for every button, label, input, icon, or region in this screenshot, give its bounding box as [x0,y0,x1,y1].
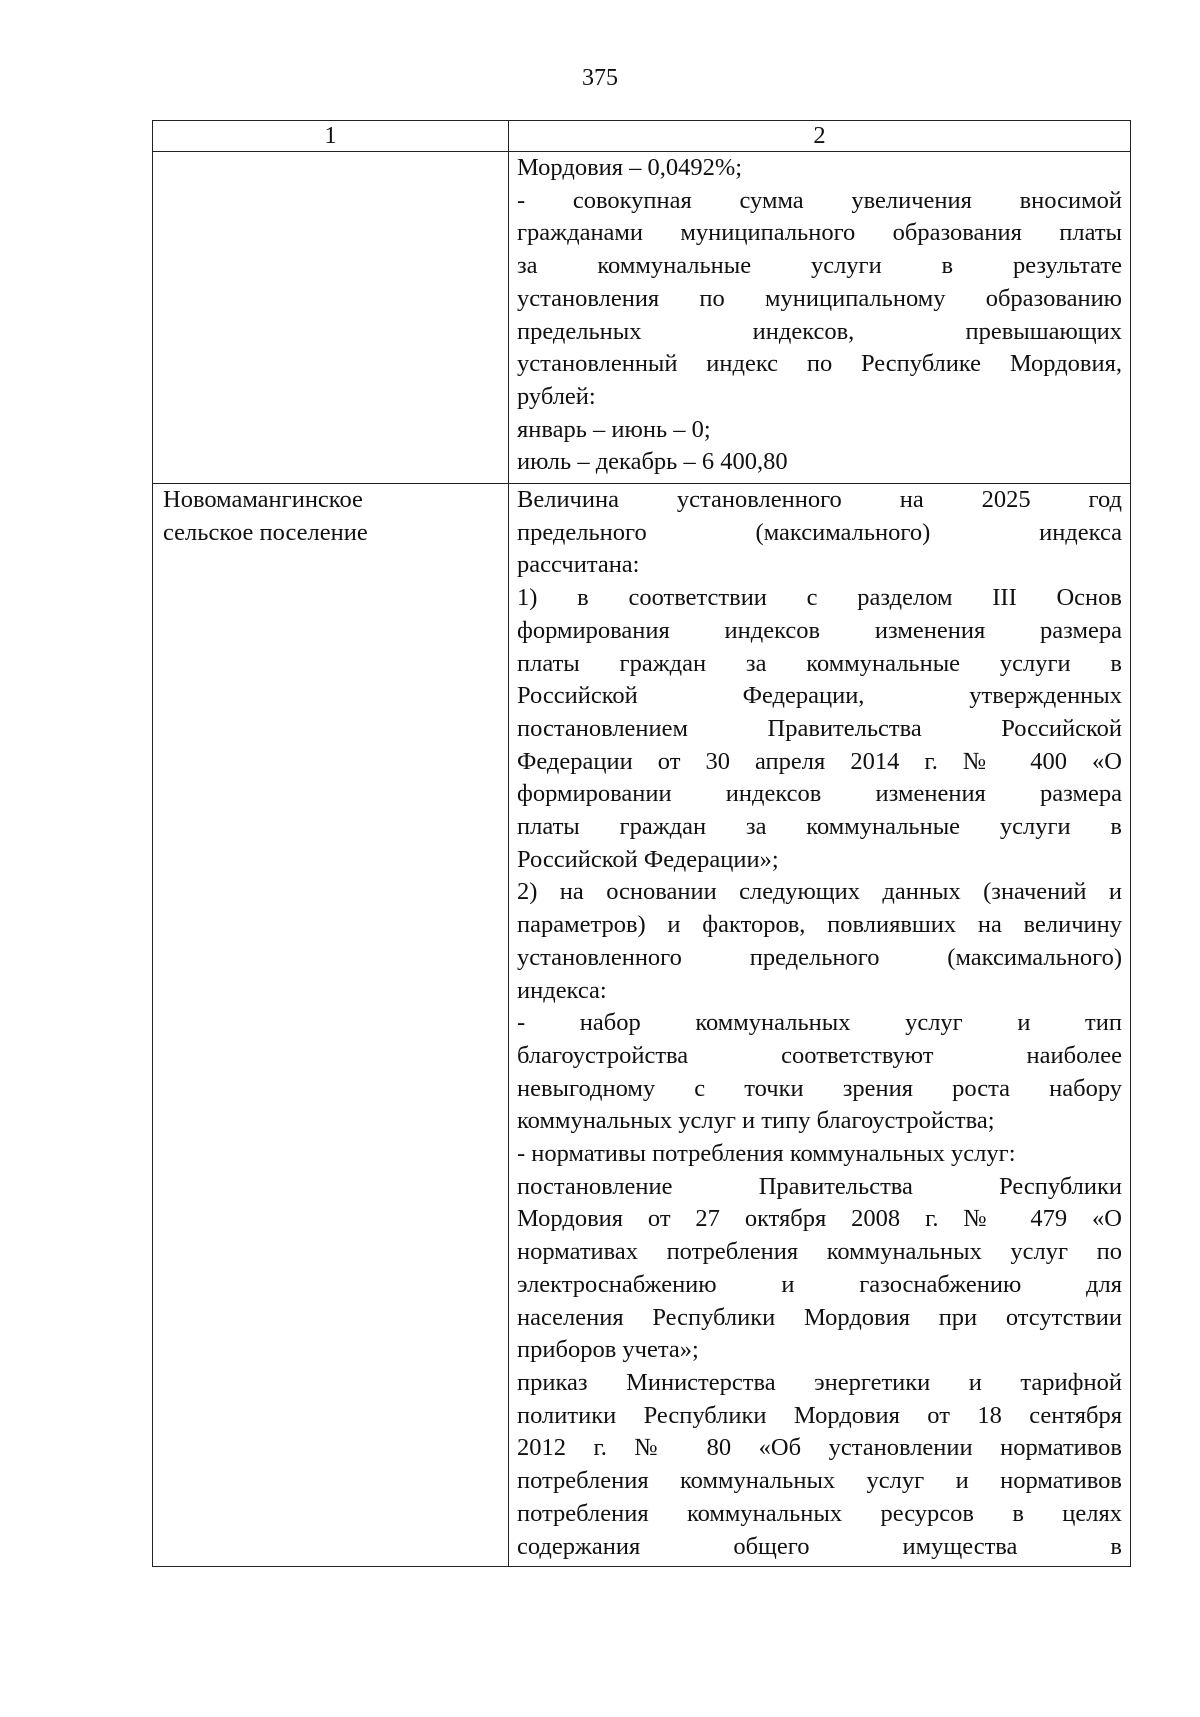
text-line: Российской Федерации, утвержденных [517,682,1122,710]
text-line: предельного (максимального) индекса [517,518,1122,546]
text-line: Федерации от 30 апреля 2014 г. № 400 «О [517,747,1122,775]
text-line: Мордовия – 0,0492%; [517,154,743,181]
table-row [153,152,1131,484]
text-line: установления по муниципальному образованию [517,284,1122,312]
table-header-row [153,121,1131,152]
table-row [153,484,1131,1567]
text-line: рассчитана: [517,551,640,579]
text-line: невыгодному с точки зрения роста набору [517,1074,1122,1102]
text-line: Величина установленного на 2025 год [517,486,1122,513]
text-line: коммунальных услуг и типу благоустройства; [517,1107,995,1135]
text-line: июль – декабрь – 6 400,80 [517,448,788,476]
text-line: установленного предельного (максимального) [517,943,1122,971]
text-line: индекса: [517,976,607,1004]
text-line: потребления коммунальных ресурсов в целях [517,1499,1122,1527]
municipality-name-line: сельское поселение [163,518,368,546]
text-line: приказ Министерства энергетики и тарифной [517,1368,1122,1396]
description-text [517,152,1122,479]
table-cell-description [509,484,1131,1567]
text-line: 1) в соответствии с разделом III Основ [517,584,1122,612]
text-line: установленный индекс по Республике Мордовия, [517,350,1122,378]
text-line: формировании индексов изменения размера [517,780,1122,808]
text-line: 2012 г. № 80 «Об установлении нормативов [517,1434,1122,1462]
table-header-cell-2: 2 [509,121,1131,152]
text-line: политики Республики Мордовия от 18 сентября [517,1401,1122,1429]
text-line: приборов учета»; [517,1336,699,1364]
text-line: постановление Правительства Республики [517,1172,1122,1200]
text-line: рублей: [517,382,596,410]
text-line: постановлением Правительства Российской [517,714,1122,742]
text-line: предельных индексов, превышающих [517,317,1122,345]
text-line: - нормативы потребления коммунальных услуг: [517,1140,1016,1168]
text-line: содержания общего имущества в [517,1532,1122,1560]
municipality-name [161,484,500,549]
table-cell-description [509,152,1131,484]
text-line: Мордовия от 27 октября 2008 г. № 479 «О [517,1205,1122,1233]
text-line: благоустройства соответствуют наиболее [517,1041,1122,1069]
table-cell-municipality [153,484,509,1567]
table-header-cell-1: 1 [153,121,509,152]
text-line: - совокупная сумма увеличения вносимой [517,186,1122,214]
text-line: Российской Федерации»; [517,845,779,873]
text-line: - набор коммунальных услуг и тип [517,1009,1122,1037]
text-line: за коммунальные услуги в результате [517,252,1122,280]
text-line: потребления коммунальных услуг и нормативов [517,1467,1122,1495]
text-line: январь – июнь – 0; [517,415,711,443]
text-line: гражданами муниципального образования платы [517,219,1122,247]
text-line: электроснабжению и газоснабжению для [517,1270,1122,1298]
text-line: формирования индексов изменения размера [517,616,1122,644]
text-line: населения Республики Мордовия при отсутствии [517,1303,1122,1331]
text-line: платы граждан за коммунальные услуги в [517,813,1122,841]
table-cell-municipality [153,152,509,484]
description-text [517,484,1122,1563]
municipality-name-line: Новомамангинское [163,486,363,513]
document-table [152,120,1131,1567]
page-number: 375 [582,65,618,91]
text-line: платы граждан за коммунальные услуги в [517,649,1122,677]
text-line: нормативах потребления коммунальных услуг по [517,1238,1122,1266]
text-line: параметров) и факторов, повлиявших на величину [517,911,1122,939]
text-line: 2) на основании следующих данных (значений и [517,878,1122,906]
